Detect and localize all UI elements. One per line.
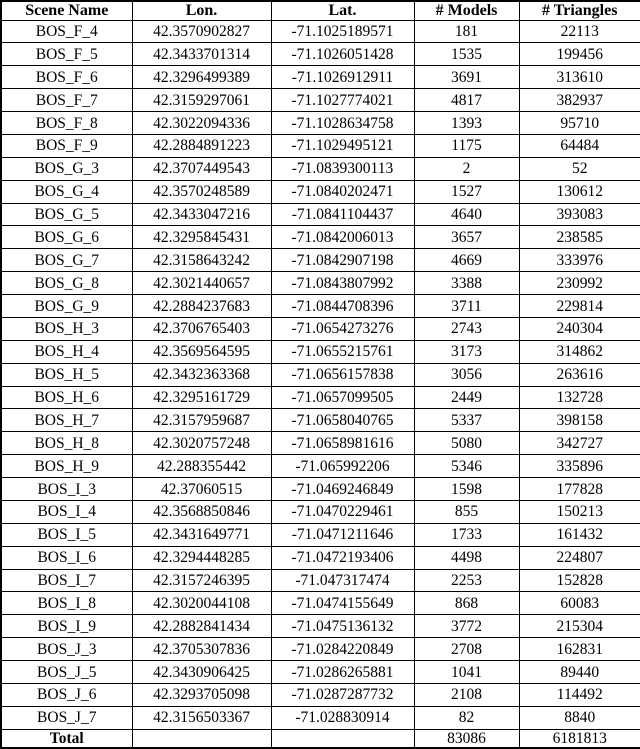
table-row bbox=[1, 43, 640, 66]
scene-name-cell: BOS_G_3 bbox=[1, 157, 132, 180]
models-cell: 3657 bbox=[414, 226, 519, 249]
lon-cell: 42.3296499389 bbox=[132, 66, 271, 89]
triangles-cell: 224807 bbox=[519, 546, 640, 569]
scene-name-cell: BOS_F_9 bbox=[1, 134, 132, 157]
lat-cell: -71.0656157838 bbox=[271, 363, 414, 386]
table-row bbox=[1, 66, 640, 89]
lat-cell: -71.065992206 bbox=[271, 455, 414, 478]
triangles-cell: 229814 bbox=[519, 295, 640, 318]
triangles-cell: 240304 bbox=[519, 317, 640, 340]
models-cell: 5080 bbox=[414, 432, 519, 455]
triangles-cell: 382937 bbox=[519, 89, 640, 112]
total-lon-cell bbox=[132, 729, 271, 748]
table-row bbox=[1, 157, 640, 180]
models-cell: 3173 bbox=[414, 340, 519, 363]
models-cell: 3691 bbox=[414, 66, 519, 89]
scene-name-cell: BOS_F_6 bbox=[1, 66, 132, 89]
lat-cell: -71.0655215761 bbox=[271, 340, 414, 363]
models-cell: 5346 bbox=[414, 455, 519, 478]
total-label: Total bbox=[1, 729, 132, 748]
scene-name-cell: BOS_I_5 bbox=[1, 523, 132, 546]
lon-cell: 42.3570248589 bbox=[132, 180, 271, 203]
triangles-cell: 162831 bbox=[519, 638, 640, 661]
scene-name-cell: BOS_F_7 bbox=[1, 89, 132, 112]
scene-name-cell: BOS_F_5 bbox=[1, 43, 132, 66]
table-row bbox=[1, 180, 640, 203]
total-row bbox=[1, 729, 640, 748]
scene-name-cell: BOS_H_5 bbox=[1, 363, 132, 386]
table-row bbox=[1, 706, 640, 729]
lat-cell: -71.0842907198 bbox=[271, 249, 414, 272]
triangles-cell: 335896 bbox=[519, 455, 640, 478]
scene-name-cell: BOS_I_4 bbox=[1, 500, 132, 523]
triangles-cell: 64484 bbox=[519, 134, 640, 157]
table-row bbox=[1, 226, 640, 249]
lat-cell: -71.1027774021 bbox=[271, 89, 414, 112]
lat-cell: -71.0844708396 bbox=[271, 295, 414, 318]
col-header-models: # Models bbox=[414, 1, 519, 20]
scene-name-cell: BOS_G_5 bbox=[1, 203, 132, 226]
table-row bbox=[1, 363, 640, 386]
table-row bbox=[1, 478, 640, 501]
lat-cell: -71.1028634758 bbox=[271, 112, 414, 135]
models-cell: 2 bbox=[414, 157, 519, 180]
lon-cell: 42.3430906425 bbox=[132, 661, 271, 684]
scene-name-cell: BOS_H_6 bbox=[1, 386, 132, 409]
scene-name-cell: BOS_I_7 bbox=[1, 569, 132, 592]
table-row bbox=[1, 569, 640, 592]
lat-cell: -71.0287287732 bbox=[271, 683, 414, 706]
lon-cell: 42.37060515 bbox=[132, 478, 271, 501]
lon-cell: 42.288355442 bbox=[132, 455, 271, 478]
models-cell: 3772 bbox=[414, 615, 519, 638]
lon-cell: 42.3706765403 bbox=[132, 317, 271, 340]
lat-cell: -71.0840202471 bbox=[271, 180, 414, 203]
lon-cell: 42.3568850846 bbox=[132, 500, 271, 523]
triangles-cell: 8840 bbox=[519, 706, 640, 729]
col-header-lat: Lat. bbox=[271, 1, 414, 20]
lon-cell: 42.3294448285 bbox=[132, 546, 271, 569]
lon-cell: 42.3295845431 bbox=[132, 226, 271, 249]
lat-cell: -71.0842006013 bbox=[271, 226, 414, 249]
triangles-cell: 230992 bbox=[519, 272, 640, 295]
lon-cell: 42.3020757248 bbox=[132, 432, 271, 455]
table-row bbox=[1, 89, 640, 112]
models-cell: 2108 bbox=[414, 683, 519, 706]
triangles-cell: 132728 bbox=[519, 386, 640, 409]
table-row bbox=[1, 455, 640, 478]
table-row bbox=[1, 112, 640, 135]
lon-cell: 42.2884237683 bbox=[132, 295, 271, 318]
triangles-cell: 22113 bbox=[519, 20, 640, 43]
table-row bbox=[1, 683, 640, 706]
scene-name-cell: BOS_G_6 bbox=[1, 226, 132, 249]
lon-cell: 42.3431649771 bbox=[132, 523, 271, 546]
table-row bbox=[1, 432, 640, 455]
triangles-cell: 52 bbox=[519, 157, 640, 180]
models-cell: 4669 bbox=[414, 249, 519, 272]
scene-name-cell: BOS_I_6 bbox=[1, 546, 132, 569]
lat-cell: -71.0474155649 bbox=[271, 592, 414, 615]
triangles-cell: 393083 bbox=[519, 203, 640, 226]
lon-cell: 42.3707449543 bbox=[132, 157, 271, 180]
total-models-value: 83086 bbox=[414, 729, 519, 748]
scene-name-cell: BOS_H_7 bbox=[1, 409, 132, 432]
lon-cell: 42.3159297061 bbox=[132, 89, 271, 112]
table-row bbox=[1, 386, 640, 409]
lon-cell: 42.2884891223 bbox=[132, 134, 271, 157]
triangles-cell: 342727 bbox=[519, 432, 640, 455]
lat-cell: -71.0470229461 bbox=[271, 500, 414, 523]
models-cell: 82 bbox=[414, 706, 519, 729]
lat-cell: -71.0654273276 bbox=[271, 317, 414, 340]
lon-cell: 42.3432363368 bbox=[132, 363, 271, 386]
lat-cell: -71.1026051428 bbox=[271, 43, 414, 66]
lat-cell: -71.1026912911 bbox=[271, 66, 414, 89]
triangles-cell: 333976 bbox=[519, 249, 640, 272]
lon-cell: 42.2882841434 bbox=[132, 615, 271, 638]
scene-name-cell: BOS_F_4 bbox=[1, 20, 132, 43]
lon-cell: 42.3293705098 bbox=[132, 683, 271, 706]
table-row bbox=[1, 638, 640, 661]
scene-name-cell: BOS_H_9 bbox=[1, 455, 132, 478]
triangles-cell: 398158 bbox=[519, 409, 640, 432]
models-cell: 1733 bbox=[414, 523, 519, 546]
triangles-cell: 89440 bbox=[519, 661, 640, 684]
scene-name-cell: BOS_G_4 bbox=[1, 180, 132, 203]
models-cell: 1598 bbox=[414, 478, 519, 501]
table-row bbox=[1, 249, 640, 272]
lon-cell: 42.3569564595 bbox=[132, 340, 271, 363]
table-row bbox=[1, 203, 640, 226]
models-cell: 1535 bbox=[414, 43, 519, 66]
scene-name-cell: BOS_I_8 bbox=[1, 592, 132, 615]
table-row bbox=[1, 340, 640, 363]
lat-cell: -71.0658981616 bbox=[271, 432, 414, 455]
lat-cell: -71.0469246849 bbox=[271, 478, 414, 501]
models-cell: 855 bbox=[414, 500, 519, 523]
scene-name-cell: BOS_H_3 bbox=[1, 317, 132, 340]
table-row bbox=[1, 409, 640, 432]
triangles-cell: 60083 bbox=[519, 592, 640, 615]
lon-cell: 42.3433047216 bbox=[132, 203, 271, 226]
lat-cell: -71.047317474 bbox=[271, 569, 414, 592]
lon-cell: 42.3020044108 bbox=[132, 592, 271, 615]
lat-cell: -71.0843807992 bbox=[271, 272, 414, 295]
total-lat-cell bbox=[271, 729, 414, 748]
scene-name-cell: BOS_I_9 bbox=[1, 615, 132, 638]
models-cell: 4498 bbox=[414, 546, 519, 569]
triangles-cell: 238585 bbox=[519, 226, 640, 249]
models-cell: 4817 bbox=[414, 89, 519, 112]
table-row bbox=[1, 615, 640, 638]
table-row bbox=[1, 661, 640, 684]
models-cell: 181 bbox=[414, 20, 519, 43]
triangles-cell: 314862 bbox=[519, 340, 640, 363]
lon-cell: 42.3022094336 bbox=[132, 112, 271, 135]
table-row bbox=[1, 20, 640, 43]
lat-cell: -71.0471211646 bbox=[271, 523, 414, 546]
models-cell: 2449 bbox=[414, 386, 519, 409]
lon-cell: 42.3156503367 bbox=[132, 706, 271, 729]
lat-cell: -71.1029495121 bbox=[271, 134, 414, 157]
scene-name-cell: BOS_J_3 bbox=[1, 638, 132, 661]
header-row bbox=[1, 1, 640, 20]
table-row bbox=[1, 500, 640, 523]
models-cell: 2708 bbox=[414, 638, 519, 661]
lat-cell: -71.0286265881 bbox=[271, 661, 414, 684]
models-cell: 1041 bbox=[414, 661, 519, 684]
scene-name-cell: BOS_J_7 bbox=[1, 706, 132, 729]
lon-cell: 42.3705307836 bbox=[132, 638, 271, 661]
lon-cell: 42.3157959687 bbox=[132, 409, 271, 432]
lat-cell: -71.0657099505 bbox=[271, 386, 414, 409]
models-cell: 2253 bbox=[414, 569, 519, 592]
lat-cell: -71.0841104437 bbox=[271, 203, 414, 226]
scene-name-cell: BOS_I_3 bbox=[1, 478, 132, 501]
lon-cell: 42.3021440657 bbox=[132, 272, 271, 295]
lon-cell: 42.3158643242 bbox=[132, 249, 271, 272]
lon-cell: 42.3433701314 bbox=[132, 43, 271, 66]
scene-name-cell: BOS_G_7 bbox=[1, 249, 132, 272]
scene-name-cell: BOS_J_5 bbox=[1, 661, 132, 684]
models-cell: 5337 bbox=[414, 409, 519, 432]
lat-cell: -71.0472193406 bbox=[271, 546, 414, 569]
table-row bbox=[1, 317, 640, 340]
triangles-cell: 130612 bbox=[519, 180, 640, 203]
models-cell: 1175 bbox=[414, 134, 519, 157]
col-header-triangles: # Triangles bbox=[519, 1, 640, 20]
scene-name-cell: BOS_G_8 bbox=[1, 272, 132, 295]
lon-cell: 42.3295161729 bbox=[132, 386, 271, 409]
table-row bbox=[1, 272, 640, 295]
table-row bbox=[1, 295, 640, 318]
triangles-cell: 313610 bbox=[519, 66, 640, 89]
scene-name-cell: BOS_G_9 bbox=[1, 295, 132, 318]
lon-cell: 42.3570902827 bbox=[132, 20, 271, 43]
models-cell: 3711 bbox=[414, 295, 519, 318]
scene-name-cell: BOS_F_8 bbox=[1, 112, 132, 135]
triangles-cell: 114492 bbox=[519, 683, 640, 706]
col-header-scene-name: Scene Name bbox=[1, 1, 132, 20]
models-cell: 4640 bbox=[414, 203, 519, 226]
table-row bbox=[1, 546, 640, 569]
col-header-lon: Lon. bbox=[132, 1, 271, 20]
scene-name-cell: BOS_H_4 bbox=[1, 340, 132, 363]
triangles-cell: 263616 bbox=[519, 363, 640, 386]
triangles-cell: 152828 bbox=[519, 569, 640, 592]
triangles-cell: 199456 bbox=[519, 43, 640, 66]
lat-cell: -71.0284220849 bbox=[271, 638, 414, 661]
triangles-cell: 95710 bbox=[519, 112, 640, 135]
triangles-cell: 177828 bbox=[519, 478, 640, 501]
table-body bbox=[1, 20, 640, 729]
models-cell: 2743 bbox=[414, 317, 519, 340]
table-row bbox=[1, 134, 640, 157]
lon-cell: 42.3157246395 bbox=[132, 569, 271, 592]
table-row bbox=[1, 592, 640, 615]
models-cell: 3056 bbox=[414, 363, 519, 386]
table-row bbox=[1, 523, 640, 546]
models-cell: 1393 bbox=[414, 112, 519, 135]
lat-cell: -71.0475136132 bbox=[271, 615, 414, 638]
scene-name-cell: BOS_H_8 bbox=[1, 432, 132, 455]
triangles-cell: 161432 bbox=[519, 523, 640, 546]
total-triangles-value: 6181813 bbox=[519, 729, 640, 748]
triangles-cell: 150213 bbox=[519, 500, 640, 523]
lat-cell: -71.0658040765 bbox=[271, 409, 414, 432]
lat-cell: -71.1025189571 bbox=[271, 20, 414, 43]
lat-cell: -71.028830914 bbox=[271, 706, 414, 729]
models-cell: 3388 bbox=[414, 272, 519, 295]
models-cell: 1527 bbox=[414, 180, 519, 203]
models-cell: 868 bbox=[414, 592, 519, 615]
triangles-cell: 215304 bbox=[519, 615, 640, 638]
lat-cell: -71.0839300113 bbox=[271, 157, 414, 180]
scene-name-cell: BOS_J_6 bbox=[1, 683, 132, 706]
